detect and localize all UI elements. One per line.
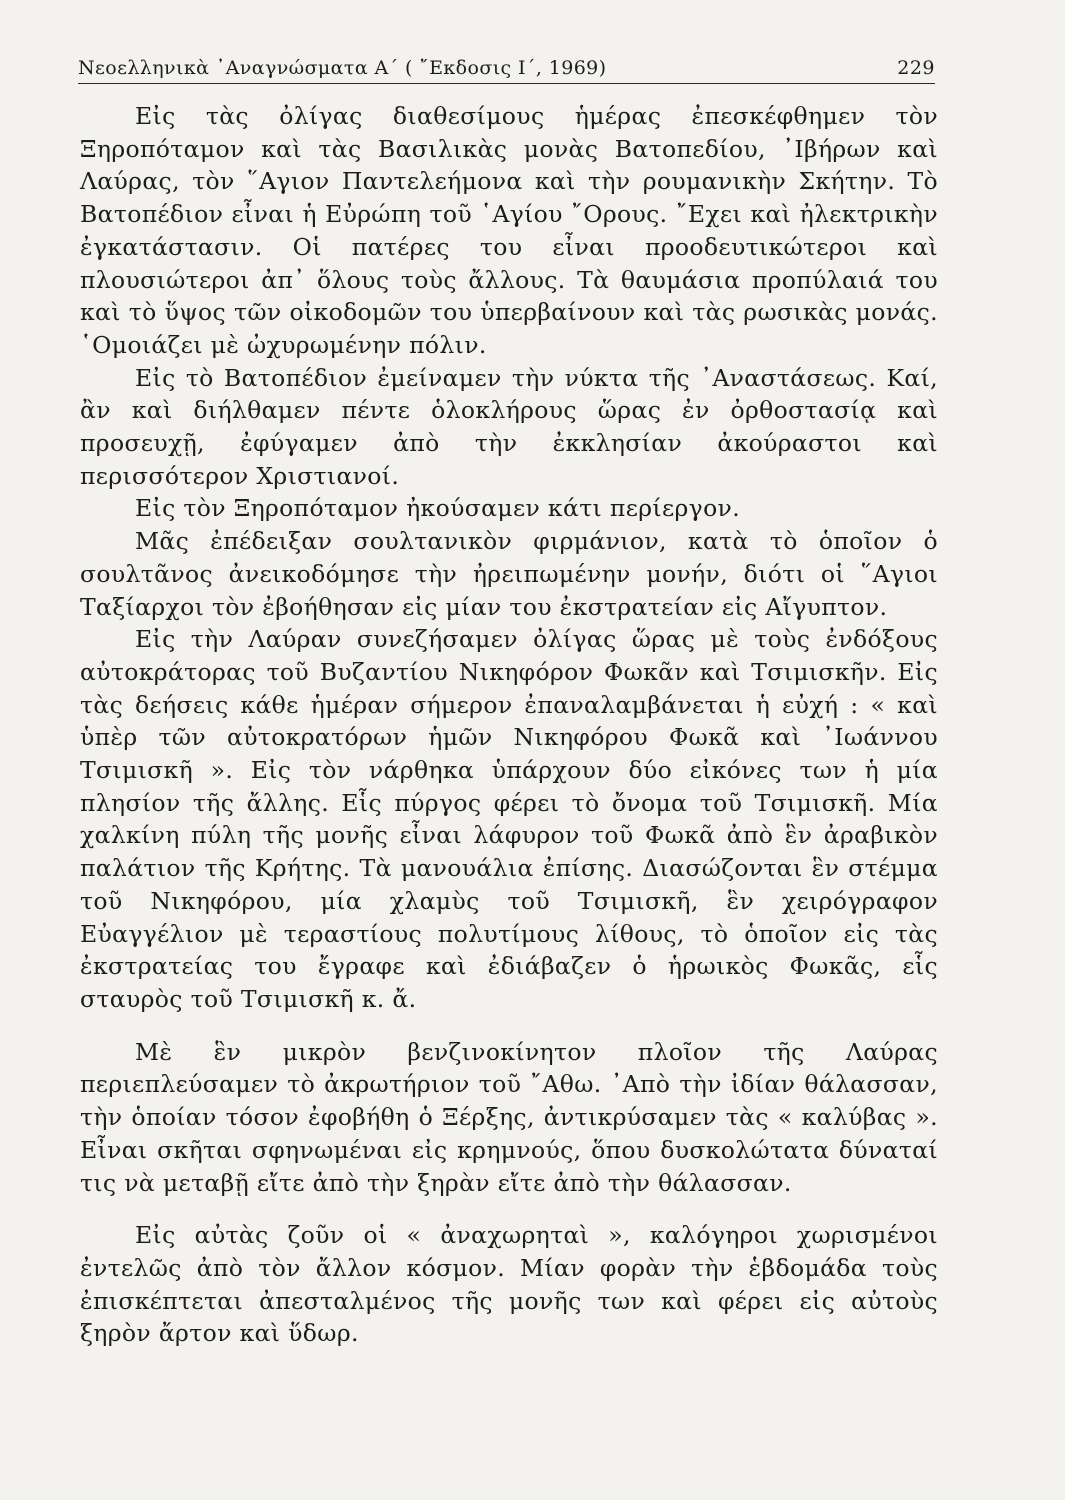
- paragraph: Μᾶς ἐπέδειξαν σουλτανικὸν φιρμάνιον, κατὰ τὸ ὁποῖον ὁ σουλτᾶνος ἀνεικοδόμησε τὴν ἠρειπωμένην μονήν, διότι οἱ ῞Αγιοι Ταξίαρχοι τὸν ἐβοήθησαν εἰς μίαν του ἐκστρατείαν εἰς Αἴγυπτον.: [80, 527, 938, 621]
- paragraph: Εἰς τὴν Λαύραν συνεζήσαμεν ὀλίγας ὥρας μὲ τοὺς ἐνδόξους αὐτοκράτορας τοῦ Βυζαντίου Νικηφόρον Φωκᾶν καὶ Τσιμισκῆν. Εἰς τὰς δεήσεις κάθε ἡμέραν σήμερον ἐπαναλαμβάνεται ἡ εὐχή : « καὶ ὑπὲρ τῶν αὐτοκρατόρων ἡμῶν Νικηφόρου Φωκᾶ καὶ ᾿Ιωάννου Τσιμισκῆ ». Εἰς τὸν νάρθηκα ὑπάρχουν δύο εἰκόνες των ἡ μία πλησίον τῆς ἄλλης. Εἷς πύργος φέρει τὸ ὄνομα τοῦ Τσιμισκῆ. Μία χαλκίνη πύλη τῆς μονῆς εἶναι λάφυρον τοῦ Φωκᾶ ἀπὸ ἓν ἀραβικὸν παλάτιον τῆς Κρήτης. Τὰ μανουάλια ἐπίσης. Διασώζονται ἓν στέμμα τοῦ Νικηφόρου, μία χλαμὺς τοῦ Τσιμισκῆ, ἓν χειρόγραφον Εὐαγγέλιον μὲ τεραστίους πολυτίμους λίθους, τὸ ὁποῖον εἰς τὰς ἐκστρατείας του ἔγραφε καὶ ἐδιάβαζεν ὁ ἡρωικὸς Φωκᾶς, εἷς σταυρὸς τοῦ Τσιμισκῆ κ. ἄ.: [80, 625, 938, 1013]
- paragraph: Εἰς τὰς ὀλίγας διαθεσίμους ἡμέρας ἐπεσκέφθημεν τὸν Ξηροπόταμον καὶ τὰς Βασιλικὰς μονὰς Βατοπεδίου, ᾿Ιβήρων καὶ Λαύρας, τὸν ῞Αγιον Παντελεήμονα καὶ τὴν ρουμανικὴν Σκήτην. Τὸ Βατοπέδιον εἶναι ἡ Εὐρώπη τοῦ ῾Αγίου ῎Ορους. ῎Εχει καὶ ἠλεκτρικὴν ἐγκατάστασιν. Οἱ πατέρες του εἶναι προοδευτικώτεροι καὶ πλουσιώτεροι ἀπ᾿ ὅλους τοὺς ἄλλους. Τὰ θαυμάσια προπύλαιά του καὶ τὸ ὕψος τῶν οἰκοδομῶν του ὑπερβαίνουν καὶ τὰς ρωσικὰς μονάς. ῾Ομοιάζει μὲ ὠχυρωμένην πόλιν.: [80, 102, 938, 359]
- paragraph: Εἰς τὸ Βατοπέδιον ἐμείναμεν τὴν νύκτα τῆς ᾿Αναστάσεως. Καί, ἂν καὶ διήλθαμεν πέντε ὁλοκλήρους ὥρας ἐν ὀρθοστασίᾳ καὶ προσευχῇ, ἐφύγαμεν ἀπὸ τὴν ἐκκλησίαν ἀκούραστοι καὶ περισσότερον Χριστιανοί.: [80, 363, 938, 490]
- body-text: [80, 100, 938, 1350]
- page-number: 229: [897, 57, 935, 79]
- paragraph: Εἰς τὸν Ξηροπόταμον ἠκούσαμεν κάτι περίεργον.: [135, 494, 741, 523]
- paragraph: Εἰς αὐτὰς ζοῦν οἱ « ἀναχωρηταὶ », καλόγηροι χωρισμένοι ἐντελῶς ἀπὸ τὸν ἄλλον κόσμον. Μίαν φορὰν τὴν ἑβδομάδα τοὺς ἐπισκέπτεται ἀπεσταλμένος τῆς μονῆς των καὶ φέρει εἰς αὐτοὺς ξηρὸν ἄρτον καὶ ὕδωρ.: [80, 1221, 938, 1348]
- paragraph: Μὲ ἓν μικρὸν βενζινοκίνητον πλοῖον τῆς Λαύρας περιεπλεύσαμεν τὸ ἀκρωτήριον τοῦ ῎Αθω. ᾿Απὸ τὴν ἰδίαν θάλασσαν, τὴν ὁποίαν τόσον ἐφοβήθη ὁ Ξέρξης, ἀντικρύσαμεν τὰς « καλύβας ». Εἶναι σκῆται σφηνωμέναι εἰς κρημνούς, ὅπου δυσκολώτατα δύναταί τις νὰ μεταβῇ εἴτε ἀπὸ τὴν ξηρὰν εἴτε ἀπὸ τὴν θάλασσαν.: [80, 1037, 938, 1197]
- running-title: Νεοελληνικὰ ᾿Αναγνώσματα Α΄ ( ῎Εκδοσις Ι΄, 1969): [78, 57, 607, 79]
- page-header: [78, 44, 935, 84]
